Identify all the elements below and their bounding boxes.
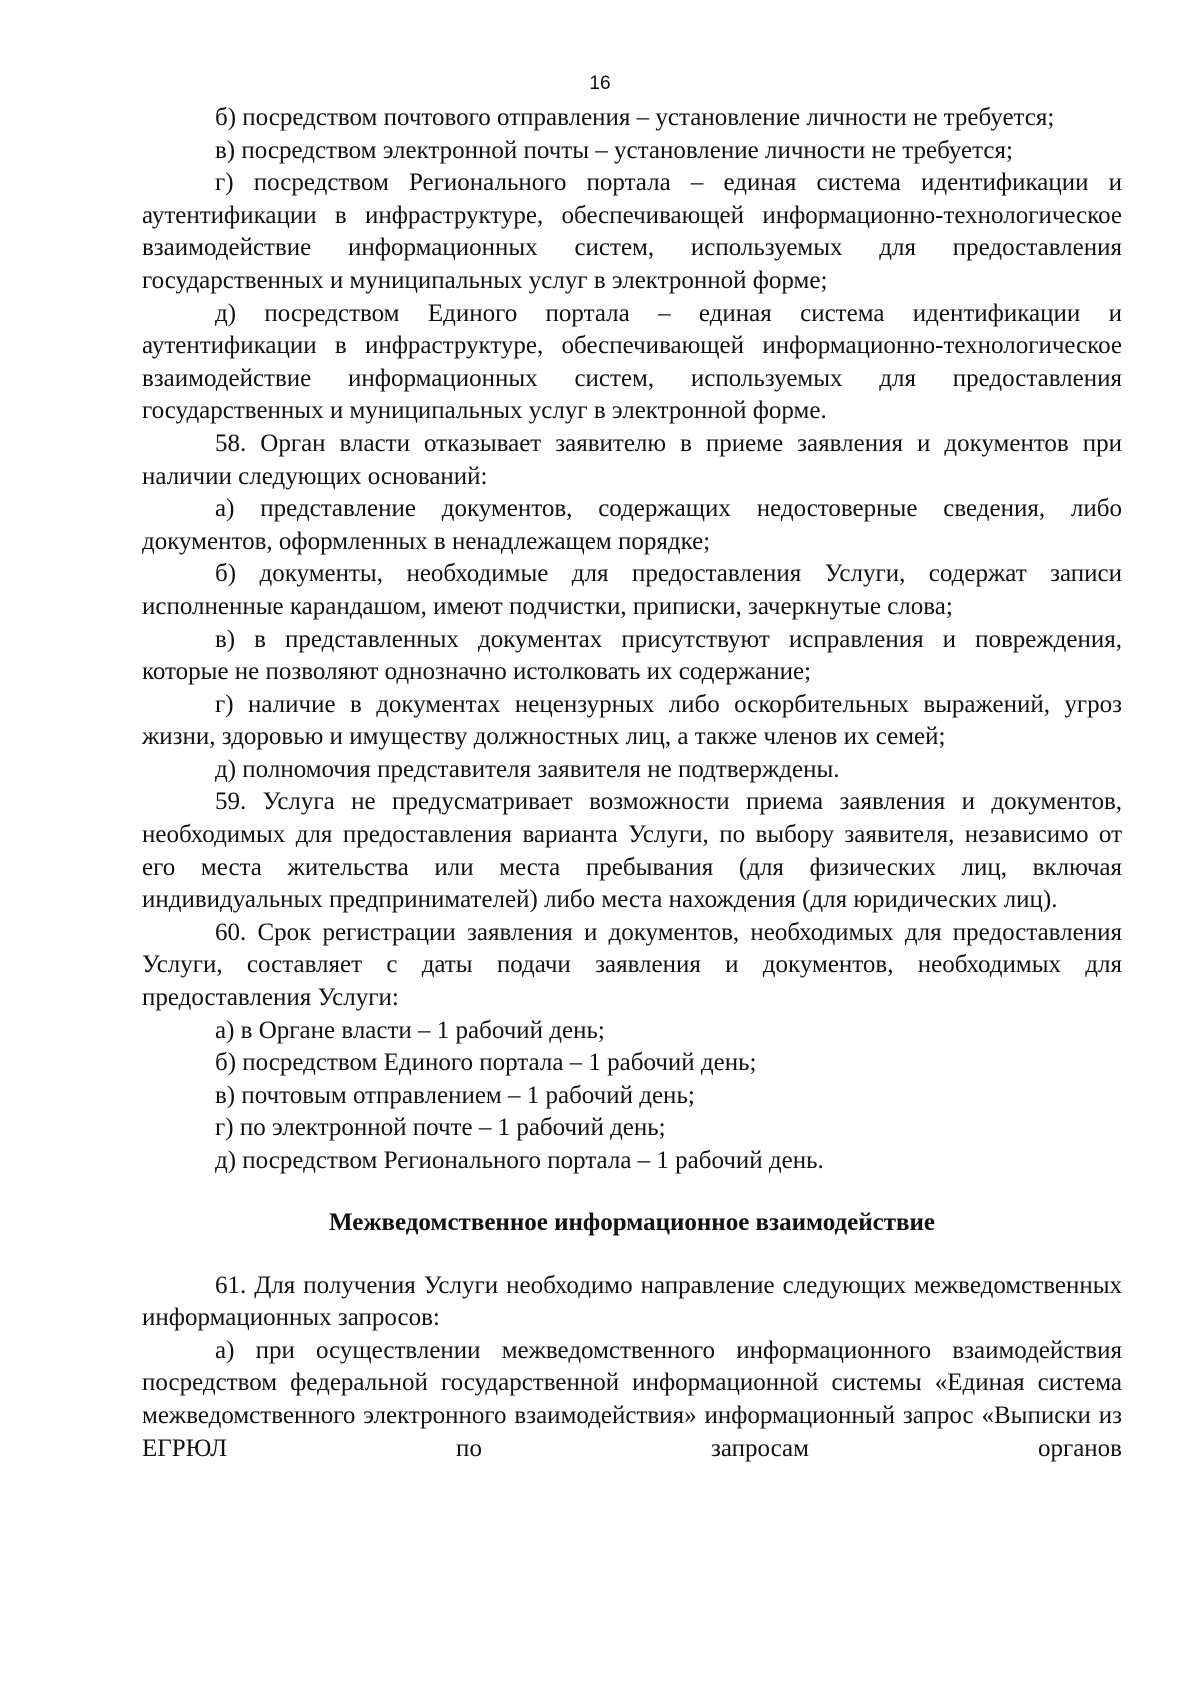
paragraph-60-v: в) почтовым отправлением – 1 рабочий день; bbox=[215, 1081, 695, 1109]
paragraph-59: 59. Услуга не предусматривает возможности приема заявления и документов, необходимых для предоставления варианта Услуги, по выбору заявителя, независимо от его места жительства или места пребывания (для физических лиц, включая индивидуальных предпринимателей) либо места нахождения (для юридических лиц). bbox=[142, 788, 1122, 914]
paragraph-58-d: д) полномочия представителя заявителя не подтверждены. bbox=[215, 755, 840, 783]
page-number: 16 bbox=[589, 73, 611, 94]
paragraph-58-v: в) в представленных документах присутствуют исправления и повреждения, которые не позволяют однозначно истолковать их содержание; bbox=[142, 625, 1122, 686]
paragraph-60: 60. Срок регистрации заявления и документов, необходимых для предоставления Услуги, составляет с даты подачи заявления и документов, необходимых для предоставления Услуги: bbox=[142, 918, 1122, 1012]
paragraph-60-b: б) посредством Единого портала – 1 рабочий день; bbox=[215, 1049, 757, 1077]
paragraph-60-d: д) посредством Регионального портала – 1 рабочий день. bbox=[215, 1147, 824, 1174]
paragraph-d-unified-portal: д) посредством Единого портала – единая система идентификации и аутентификации в инфраструктуре, обеспечивающей информационно-технологическое взаимодействие информационных систем, используемых для предоставления государственных и муниципальных услуг в электронной форме. bbox=[142, 299, 1122, 425]
paragraph-58-a: а) представление документов, содержащих недостоверные сведения, либо документов, оформленных в ненадлежащем порядке; bbox=[142, 495, 1122, 555]
paragraph-g-regional-portal: г) посредством Регионального портала – единая система идентификации и аутентификации в инфраструктуре, обеспечивающей информационно-технологическое взаимодействие информационных систем, используемых для предоставления государственных и муниципальных услуг в электронной форме; bbox=[142, 169, 1122, 294]
paragraph-58-b: б) документы, необходимые для предоставления Услуги, содержат записи исполненные карандашом, имеют подчистки, приписки, зачеркнутые слова; bbox=[142, 560, 1122, 620]
paragraph-61: 61. Для получения Услуги необходимо направление следующих межведомственных информационных запросов: bbox=[142, 1271, 1122, 1332]
paragraph-v-email: в) посредством электронной почты – установление личности не требуется; bbox=[215, 136, 1013, 164]
paragraph-61-a: а) при осуществлении межведомственного информационного взаимодействия посредством федеральной государственной информационной системы «Единая система межведомственного электронного взаимодействия» информационный запрос «Выписки из ЕГРЮЛ по запросам органов bbox=[142, 1336, 1122, 1462]
section-heading: Межведомственное информационное взаимодействие bbox=[329, 1208, 935, 1236]
paragraph-b-post: б) посредством почтового отправления – установление личности не требуется; bbox=[215, 104, 1055, 131]
paragraph-58-g: г) наличие в документах нецензурных либо оскорбительных выражений, угроз жизни, здоровью и имуществу должностных лиц, а также членов их семей; bbox=[142, 690, 1122, 751]
paragraph-58: 58. Орган власти отказывает заявителю в приеме заявления и документов при наличии следующих оснований: bbox=[142, 429, 1122, 490]
paragraph-60-a: а) в Органе власти – 1 рабочий день; bbox=[215, 1016, 605, 1044]
document-body bbox=[142, 102, 1122, 1465]
paragraph-60-g: г) по электронной почте – 1 рабочий день; bbox=[215, 1114, 666, 1142]
